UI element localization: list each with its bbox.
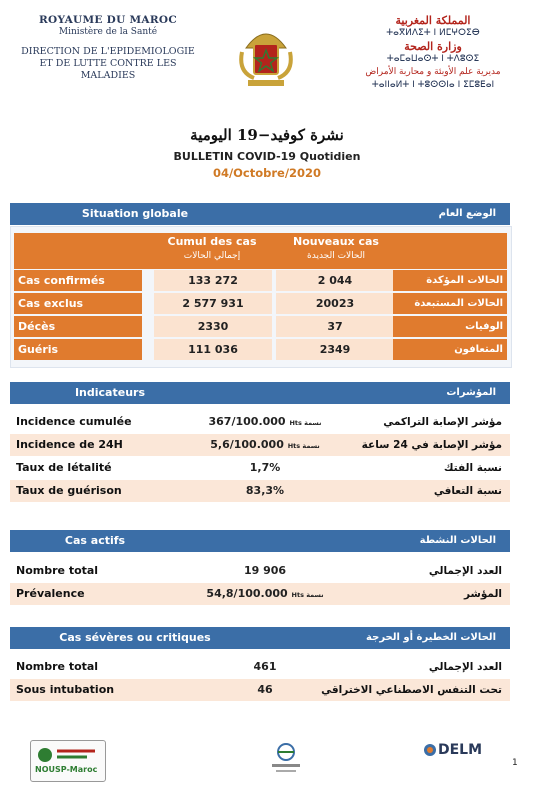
indicator-value [170,434,360,457]
indicator-value: 1,7% [249,461,281,474]
ministry-fr: Ministère de la Santé [58,27,158,37]
actifs-section-header [10,530,510,552]
indicator-label-fr: Taux de guérison [16,484,122,497]
delm-logo [422,740,492,784]
header-left-block [18,14,198,82]
indicator-label-fr: Incidence cumulée [16,415,132,428]
header-right-block [348,14,518,92]
table-row [14,339,507,360]
cumul-value: 2 577 931 [154,293,272,314]
indicator-row [10,457,510,479]
severes-section-header [10,627,510,649]
actifs-title-ar: الحالات النشطة [419,535,496,546]
nouveaux-value: 20023 [276,293,394,314]
situation-table-header [14,233,507,269]
row-label-ar: المتعافون [393,339,507,360]
indicator-label-ar: نسبة الفتك [443,462,502,474]
actifs-label-fr: Prévalence [16,587,85,600]
situation-title-fr: Situation globale [81,207,189,220]
bulletin-title-ar: نشرة كوفيد−19 اليومية [190,126,344,144]
row-label-fr: Cas confirmés [14,270,142,291]
col-cumul-fr: Cumul des cas [167,235,257,248]
indicator-value-number: 5,6/100.000 [210,438,284,451]
indicator-unit: Hts نسمة [289,419,322,427]
indicator-label-fr: Taux de létalité [16,461,112,474]
direction-fr-2: ET DE LUTTE CONTRE LES MALADIES [39,58,177,81]
indicator-row [10,411,510,433]
direction-fr-1: DIRECTION DE L'EPIDEMIOLOGIE [21,46,195,57]
nouveaux-value: 2 044 [276,270,394,291]
severes-label-ar: العدد الإجمالي [428,661,502,673]
cumul-value: 133 272 [154,270,272,291]
table-row [14,316,507,337]
nousp-logo-icon [31,741,105,781]
indicateurs-title-fr: Indicateurs [74,386,146,399]
actifs-title-fr: Cas actifs [64,534,126,547]
actifs-value-number: 54,8/100.000 [206,587,288,600]
severes-label-fr: Sous intubation [16,683,115,696]
actifs-value [170,583,360,606]
indicator-value-number: 367/100.000 [208,415,286,428]
indicateurs-title-ar: المؤشرات [446,387,496,398]
severes-label-ar: تحت التنفس الاصطناعي الاختراقي [321,684,502,696]
actifs-label-fr: Nombre total [16,564,99,577]
table-row [14,293,507,314]
nousp-logo [30,740,106,782]
coat-of-arms-icon [236,22,296,90]
row-label-fr: Décès [14,316,142,337]
situation-section-header [10,203,510,225]
row-label-ar: الوفيات [393,316,507,337]
direction-tifinagh: ⵜⴰⵏⵏⴰⵍⵜ ⵏ ⵜⵓⵙⵙⵏⴰ ⵏ ⵉⵎⵓⴹⴰⵏ [371,80,495,90]
indicator-value: 83,3% [245,484,285,497]
row-label-ar: الحالات المستبعدة [393,293,507,314]
severes-value: 461 [253,660,277,673]
col-nouveaux-header [276,234,396,264]
kingdom-title-ar: المملكة المغربية [395,14,471,27]
row-label-fr: Cas exclus [14,293,142,314]
severes-value: 46 [257,683,273,696]
kingdom-title-fr: ROYAUME DU MAROC [39,14,177,26]
indicator-label-fr: Incidence de 24H [16,438,123,451]
indicator-value [170,411,360,434]
col-cumul-ar: إجمالي الحالات [183,251,241,261]
indicator-label-ar: مؤشر الإصابة التراكمي [383,416,502,428]
indicateurs-section-header [10,382,510,404]
actifs-row [10,560,510,582]
ministry-tifinagh: ⵜⴰⵎⴰⵡⴰⵙⵜ ⵏ ⵜⴷⵓⵙⵉ [386,54,480,64]
col-nouveaux-fr: Nouveaux cas [293,235,379,248]
indicator-unit: Hts نسمة [287,442,320,450]
kingdom-title-tifinagh: ⵜⴰⴳⵍⴷⵉⵜ ⵏ ⵍⵎⵖⵔⵉⴱ [386,28,480,38]
indicator-label-ar: مؤشر الإصابة في 24 ساعة [361,439,502,451]
cumul-value: 111 036 [154,339,272,360]
row-label-ar: الحالات المؤكدة [393,270,507,291]
nousp-logo-text: NOUSP-Maroc [35,765,98,774]
direction-ar: مديرية علم الأوبئة و محاربة الأمراض [365,67,501,77]
severes-title-ar: الحالات الخطيرة أو الحرجة [366,632,496,643]
indicator-row [10,480,510,502]
actifs-row [10,583,510,605]
severes-label-fr: Nombre total [16,660,99,673]
indicator-label-ar: نسبة التعافي [433,485,502,497]
col-cumul-header [152,234,272,264]
severes-row [10,679,510,701]
indicator-row [10,434,510,456]
col-nouveaux-ar: الحالات الجديدة [307,251,365,261]
actifs-label-ar: المؤشر [463,588,502,600]
page-number: 1 [512,758,518,768]
actifs-unit: Hts نسمة [291,591,324,599]
nouveaux-value: 37 [276,316,394,337]
situation-title-ar: الوضع العام [438,208,496,219]
nouveaux-value: 2349 [276,339,394,360]
severes-row [10,656,510,678]
ministry-logo-icon [266,740,306,780]
actifs-label-ar: العدد الإجمالي [428,565,502,577]
actifs-value: 19 906 [243,564,287,577]
delm-logo-text: DELM [438,742,483,758]
table-row [14,270,507,291]
ministry-ar: وزارة الصحة [404,40,462,53]
severes-title-fr: Cas sévères ou critiques [59,631,211,644]
bulletin-title-fr: BULLETIN COVID-19 Quotidien [173,150,361,163]
row-label-fr: Guéris [14,339,142,360]
cumul-value: 2330 [154,316,272,337]
bulletin-date: 04/Octobre/2020 [212,166,322,180]
